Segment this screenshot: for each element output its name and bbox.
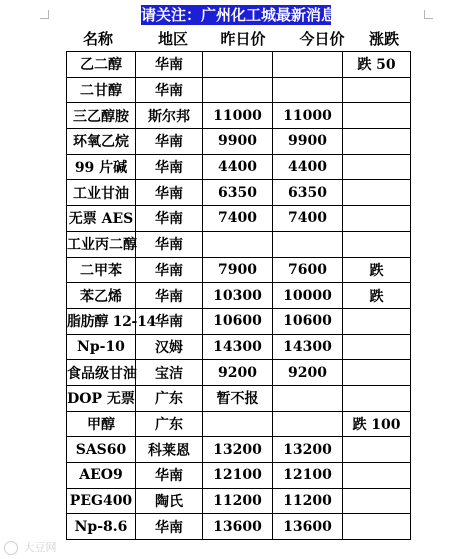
cell-today [273, 52, 343, 78]
cell-name: 工业丙二醇 [67, 231, 136, 257]
cell-yesterday: 9900 [203, 129, 273, 155]
cell-yesterday [203, 77, 273, 103]
cell-name: 乙二醇 [67, 52, 136, 78]
table-row [67, 206, 411, 232]
cell-yesterday: 7900 [203, 257, 273, 283]
cell-change: 跌 50 [343, 52, 411, 78]
cell-name: 二甘醇 [67, 77, 136, 103]
cell-change [343, 334, 411, 360]
cell-name: PEG400 [67, 488, 136, 514]
table-row [67, 411, 411, 437]
crop-mark-top-left [40, 10, 49, 19]
cell-yesterday: 13200 [203, 437, 273, 463]
cell-yesterday: 暂不报 [203, 385, 273, 411]
table-header [50, 27, 410, 51]
cell-today: 4400 [273, 154, 343, 180]
cell-change [343, 231, 411, 257]
cell-region: 华南 [136, 283, 203, 309]
cell-change [343, 129, 411, 155]
cell-yesterday: 6350 [203, 180, 273, 206]
cell-today: 14300 [273, 334, 343, 360]
cell-today: 7400 [273, 206, 343, 232]
cell-today: 10000 [273, 283, 343, 309]
cell-name: 99 片碱 [67, 154, 136, 180]
cell-name: Np-10 [67, 334, 136, 360]
watermark-text: 大豆网 [23, 541, 57, 554]
cell-name: DOP 无票 [67, 385, 136, 411]
cell-today [273, 385, 343, 411]
cell-region: 宝洁 [136, 360, 203, 386]
cell-name: 三乙醇胺 [67, 103, 136, 129]
price-table [66, 51, 411, 540]
cell-region: 广东 [136, 385, 203, 411]
table-row [67, 154, 411, 180]
cell-region: 华南 [136, 180, 203, 206]
cell-today [273, 77, 343, 103]
cell-region: 华南 [136, 257, 203, 283]
cell-name: 工业甘油 [67, 180, 136, 206]
table-row [67, 334, 411, 360]
cell-yesterday: 9200 [203, 360, 273, 386]
header-today: 今日价 [299, 30, 345, 48]
table-row [67, 103, 411, 129]
cell-yesterday: 11000 [203, 103, 273, 129]
page-title: 请关注：广州化工城最新消息 [141, 6, 337, 24]
cell-today: 13200 [273, 437, 343, 463]
cell-name: 苯乙烯 [67, 283, 136, 309]
cell-yesterday [203, 411, 273, 437]
cell-change [343, 385, 411, 411]
table-row [67, 437, 411, 463]
cell-change [343, 463, 411, 489]
table-row [67, 514, 411, 540]
cell-today: 7600 [273, 257, 343, 283]
cell-today: 9200 [273, 360, 343, 386]
cell-region: 华南 [136, 129, 203, 155]
cell-name: 环氧乙烷 [67, 129, 136, 155]
cell-name: 甲醇 [67, 411, 136, 437]
cell-region: 广东 [136, 411, 203, 437]
cell-yesterday: 4400 [203, 154, 273, 180]
cell-name: AEO9 [67, 463, 136, 489]
cell-change [343, 154, 411, 180]
cell-today: 11200 [273, 488, 343, 514]
table-row [67, 52, 411, 78]
cell-region: 华南 [136, 154, 203, 180]
cell-today [273, 411, 343, 437]
cell-name: 二甲苯 [67, 257, 136, 283]
header-region: 地区 [157, 30, 188, 48]
cell-region: 华南 [136, 463, 203, 489]
table-row [67, 308, 411, 334]
cell-yesterday: 12100 [203, 463, 273, 489]
table-row [67, 488, 411, 514]
cell-change: 跌 100 [343, 411, 411, 437]
table-row [67, 283, 411, 309]
cell-today: 9900 [273, 129, 343, 155]
cell-change [343, 180, 411, 206]
cell-name: 无票 AES [67, 206, 136, 232]
cell-today: 11000 [273, 103, 343, 129]
cell-today: 13600 [273, 514, 343, 540]
table-row [67, 257, 411, 283]
cell-today: 12100 [273, 463, 343, 489]
cell-yesterday: 11200 [203, 488, 273, 514]
cell-change [343, 308, 411, 334]
cell-name: SAS60 [67, 437, 136, 463]
cell-yesterday: 7400 [203, 206, 273, 232]
cell-change [343, 488, 411, 514]
watermark-logo-icon [4, 541, 18, 555]
cell-change: 跌 [343, 257, 411, 283]
cell-region: 科莱恩 [136, 437, 203, 463]
cell-change [343, 77, 411, 103]
table-row [67, 463, 411, 489]
header-change: 涨跌 [368, 30, 399, 48]
cell-change [343, 206, 411, 232]
cell-yesterday: 10300 [203, 283, 273, 309]
cell-today: 10600 [273, 308, 343, 334]
table-row [67, 129, 411, 155]
cell-region: 华南 [136, 514, 203, 540]
crop-mark-top-right [424, 10, 433, 19]
header-yesterday: 昨日价 [220, 30, 266, 48]
watermark [4, 539, 57, 555]
cell-yesterday: 13600 [203, 514, 273, 540]
cell-change [343, 514, 411, 540]
table-row [67, 180, 411, 206]
cell-name: 脂肪醇 12-14 [67, 308, 136, 334]
cell-change: 跌 [343, 283, 411, 309]
cell-region: 华南 [136, 308, 203, 334]
cell-today [273, 231, 343, 257]
cell-yesterday [203, 52, 273, 78]
cell-region: 华南 [136, 77, 203, 103]
cell-yesterday [203, 231, 273, 257]
header-name: 名称 [82, 30, 113, 48]
cell-change [343, 103, 411, 129]
cell-region: 华南 [136, 52, 203, 78]
table-row [67, 385, 411, 411]
table-row [67, 77, 411, 103]
cell-change [343, 437, 411, 463]
cell-today: 6350 [273, 180, 343, 206]
cell-yesterday: 14300 [203, 334, 273, 360]
cell-region: 陶氏 [136, 488, 203, 514]
cell-name: 食品级甘油 [67, 360, 136, 386]
cell-yesterday: 10600 [203, 308, 273, 334]
cell-region: 斯尔邦 [136, 103, 203, 129]
cell-region: 汉姆 [136, 334, 203, 360]
cell-name: Np-8.6 [67, 514, 136, 540]
cell-region: 华南 [136, 206, 203, 232]
table-row [67, 360, 411, 386]
table-row [67, 231, 411, 257]
cell-change [343, 360, 411, 386]
cell-region: 华南 [136, 231, 203, 257]
